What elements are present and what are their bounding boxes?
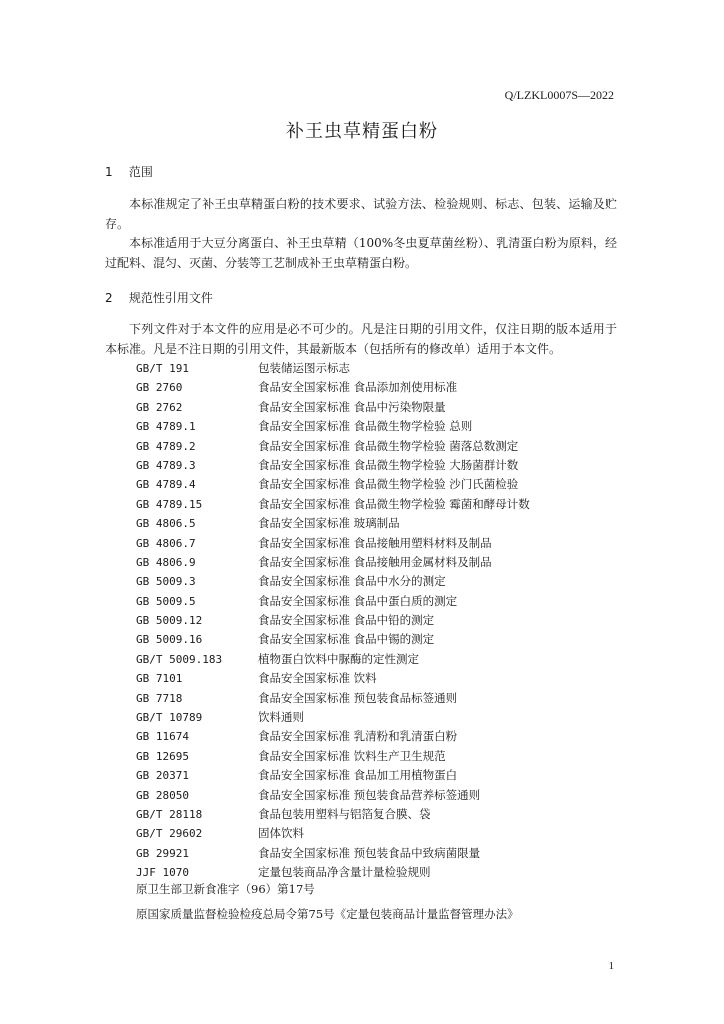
reference-title: 食品安全国家标准 食品微生物学检验 大肠菌群计数 (258, 457, 519, 472)
reference-code: GB 20371 (136, 769, 189, 783)
reference-item (136, 727, 530, 746)
reference-item (136, 592, 530, 611)
reference-code: GB 28050 (136, 788, 189, 802)
reference-item (136, 572, 530, 591)
reference-code: JJF 1070 (136, 866, 189, 880)
section-2-paragraph-1: 下列文件对于本文件的应用是必不可少的。凡是注日期的引用文件，仅注日期的版本适用于本标准。凡是不注日期的引用文件，其最新版本（包括所有的修改单）适用于本文件。 (105, 322, 617, 356)
reference-code: GB 2760 (136, 381, 183, 395)
reference-item (136, 534, 530, 553)
reference-item (136, 475, 530, 494)
reference-code: GB/T 191 (136, 362, 189, 375)
reference-list (136, 359, 530, 883)
reference-code: GB 7718 (136, 691, 183, 705)
reference-code: GB 5009.3 (136, 575, 196, 589)
reference-code: GB/T 5009.183 (136, 652, 223, 666)
reference-item (136, 669, 530, 688)
reference-item (136, 805, 530, 824)
reference-title: 食品安全国家标准 食品微生物学检验 总则 (258, 419, 473, 434)
reference-item (136, 863, 530, 882)
reference-item (136, 378, 530, 397)
reference-code: GB 12695 (136, 749, 189, 763)
reference-code: GB 4806.7 (136, 536, 196, 550)
reference-title: 食品安全国家标准 食品添加剂使用标准 (258, 380, 458, 395)
section-1-heading (105, 163, 153, 180)
reference-code: GB 4789.15 (136, 497, 203, 511)
reference-code: GB 5009.5 (136, 594, 196, 608)
reference-item (136, 747, 530, 766)
reference-title: 植物蛋白饮料中脲酶的定性测定 (258, 651, 419, 666)
reference-item (136, 456, 530, 475)
reference-item (136, 611, 530, 630)
reference-code: GB 4789.3 (136, 458, 196, 472)
document-title: 补王虫草精蛋白粉 (286, 121, 438, 142)
reference-item (136, 708, 530, 727)
section-2-heading (105, 289, 213, 306)
reference-code: GB 7101 (136, 672, 183, 686)
reference-code: GB 2762 (136, 400, 183, 414)
reference-code: GB 29921 (136, 846, 189, 860)
section-1-paragraph-1: 本标准规定了补王虫草精蛋白粉的技术要求、试验方法、检验规则、标志、包装、运输及贮存。 (105, 197, 617, 231)
extra-reference-quality-order: 原国家质量监督检验检疫总局令第75号《定量包装商品计量监督管理办法》 (136, 907, 519, 921)
reference-item (136, 689, 530, 708)
reference-title: 食品安全国家标准 食品中锡的测定 (258, 632, 435, 647)
reference-title: 食品安全国家标准 预包装食品中致病菌限量 (258, 845, 481, 860)
reference-code: GB 4789.2 (136, 439, 196, 453)
reference-code: GB/T 29602 (136, 827, 203, 841)
reference-title: 食品安全国家标准 食品加工用植物蛋白 (258, 768, 458, 783)
standard-number: Q/LZKL0007S—2022 (504, 88, 614, 102)
reference-title: 食品安全国家标准 食品中蛋白质的测定 (258, 593, 458, 608)
reference-code: GB 5009.12 (136, 614, 203, 628)
reference-title: 食品安全国家标准 玻璃制品 (258, 516, 400, 531)
reference-title: 食品安全国家标准 食品接触用塑料材料及制品 (258, 535, 492, 550)
reference-item (136, 553, 530, 572)
reference-code: GB 5009.16 (136, 633, 203, 647)
reference-item (136, 766, 530, 785)
reference-title: 定量包装商品净含量计量检验规则 (258, 865, 431, 880)
reference-item (136, 437, 530, 456)
reference-code: GB 4806.9 (136, 555, 196, 569)
reference-code: GB/T 28118 (136, 807, 203, 821)
reference-title: 食品安全国家标准 乳清粉和乳清蛋白粉 (258, 729, 458, 744)
reference-title: 食品安全国家标准 食品中铅的测定 (258, 613, 435, 628)
reference-code: GB 11674 (136, 730, 189, 744)
extra-reference-health-ministry: 原卫生部卫新食准字（96）第17号 (136, 882, 315, 896)
reference-title: 食品安全国家标准 预包装食品营养标签通则 (258, 787, 481, 802)
reference-code: GB 4789.4 (136, 478, 196, 492)
reference-code: GB 4789.1 (136, 420, 196, 434)
reference-item (136, 514, 530, 533)
reference-item (136, 417, 530, 436)
reference-item (136, 650, 530, 669)
reference-title: 食品安全国家标准 食品微生物学检验 霉菌和酵母计数 (258, 496, 530, 511)
reference-title: 食品安全国家标准 预包装食品标签通则 (258, 690, 458, 705)
reference-title: 食品安全国家标准 食品中水分的测定 (258, 574, 446, 589)
reference-item (136, 630, 530, 649)
reference-item (136, 786, 530, 805)
reference-title: 食品安全国家标准 食品接触用金属材料及制品 (258, 554, 492, 569)
reference-item (136, 824, 530, 843)
reference-title: 食品安全国家标准 食品中污染物限量 (258, 399, 446, 414)
section-1-number: 1 (105, 165, 113, 179)
reference-title: 食品安全国家标准 饮料 (258, 671, 377, 686)
section-2-title: 规范性引用文件 (128, 291, 213, 305)
reference-title: 食品包装用塑料与铝箔复合膜、袋 (258, 806, 431, 821)
reference-title: 食品安全国家标准 食品微生物学检验 沙门氏菌检验 (258, 477, 519, 492)
section-2-number: 2 (105, 291, 113, 305)
section-1-paragraph-2: 本标准适用于大豆分离蛋白、补王虫草精（100%冬虫夏草菌丝粉）、乳清蛋白粉为原料，经过配料、混匀、灭菌、分装等工艺制成补王虫草精蛋白粉。 (105, 236, 617, 270)
page-number: 1 (608, 960, 614, 972)
reference-item (136, 495, 530, 514)
reference-item (136, 359, 530, 378)
reference-title: 食品安全国家标准 饮料生产卫生规范 (258, 748, 446, 763)
reference-title: 包装储运图示标志 (258, 361, 350, 375)
reference-title: 固体饮料 (258, 826, 304, 841)
reference-item (136, 398, 530, 417)
section-1-title: 范围 (128, 165, 153, 179)
reference-title: 饮料通则 (258, 710, 304, 725)
reference-item (136, 844, 530, 863)
reference-code: GB 4806.5 (136, 517, 196, 531)
reference-title: 食品安全国家标准 食品微生物学检验 菌落总数测定 (258, 438, 519, 453)
reference-code: GB/T 10789 (136, 711, 203, 725)
